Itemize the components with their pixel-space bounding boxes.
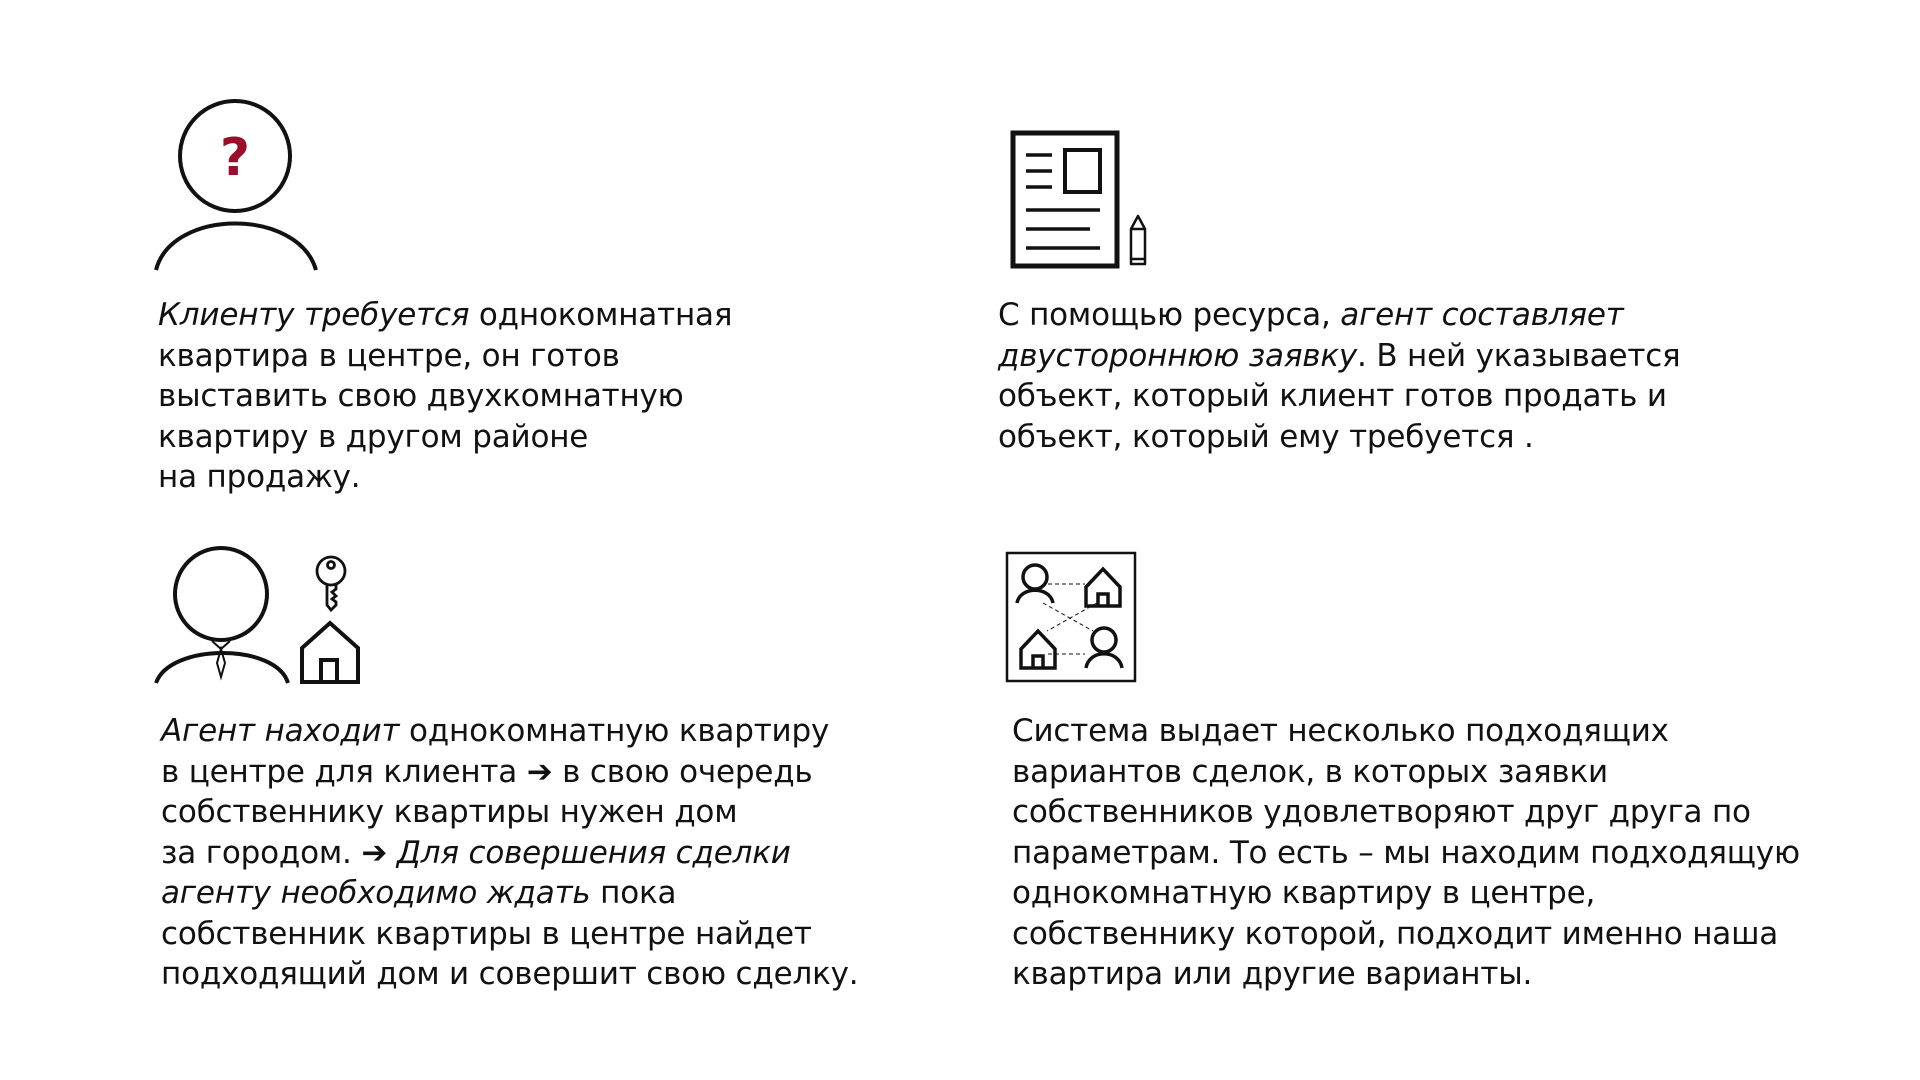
system-matching-text	[1012, 711, 1800, 995]
person-question-icon	[150, 98, 325, 280]
line: двустороннюю заявку. В ней указывается	[998, 337, 1681, 374]
user-icon	[1017, 565, 1053, 603]
line: подходящий дом и совершит свою сделку.	[161, 956, 859, 992]
line: Система выдает несколько подходящих	[1012, 713, 1669, 749]
line: объект, который ему требуется .	[998, 418, 1534, 455]
line: за городом. ➔ Для совершения сделки	[161, 834, 791, 871]
line: собственнику квартиры нужен дом	[161, 794, 738, 830]
line: С помощью ресурса, агент составляет	[998, 297, 1624, 333]
tie-icon	[212, 641, 230, 677]
line: на продажу.	[158, 459, 361, 495]
line: собственнику которой, подходит именно наша	[1012, 915, 1779, 952]
house-icon	[1021, 631, 1055, 668]
agent-search-text	[161, 711, 858, 995]
document-pencil-icon	[1004, 128, 1164, 273]
line: квартира или другие варианты.	[1012, 956, 1533, 992]
pencil-icon	[1131, 216, 1145, 264]
user-icon	[1086, 628, 1122, 668]
matching-scheme-icon	[1005, 551, 1140, 685]
house-icon	[302, 623, 358, 682]
line: квартира в центре, он готов	[158, 337, 620, 374]
line: объект, который клиент готов продать и	[998, 378, 1667, 414]
line: выставить свою двухкомнатную	[158, 378, 684, 414]
question-mark: ?	[219, 128, 251, 188]
shoulders	[156, 224, 316, 271]
line: в центре для клиента ➔ в свою очередь	[161, 753, 813, 790]
line: квартиру в другом районе	[158, 418, 589, 455]
line: параметрам. То есть – мы находим подходящую	[1012, 834, 1800, 871]
client-need-text	[158, 295, 732, 498]
line: агенту необходимо ждать пока	[161, 875, 677, 911]
agent-key-house-icon	[150, 545, 375, 685]
agent-request-text	[998, 295, 1681, 457]
line: собственник квартиры в центре найдет	[161, 915, 812, 952]
line: вариантов сделок, в которых заявки	[1012, 753, 1608, 790]
line: Клиенту требуется однокомнатная	[158, 297, 733, 333]
line: однокомнатную квартиру в центре,	[1012, 875, 1596, 911]
line: собственников удовлетворяют друг друга по	[1012, 794, 1751, 830]
house-icon	[1086, 569, 1120, 606]
key-icon	[317, 557, 345, 610]
line: Агент находит однокомнатную квартиру	[161, 713, 830, 749]
